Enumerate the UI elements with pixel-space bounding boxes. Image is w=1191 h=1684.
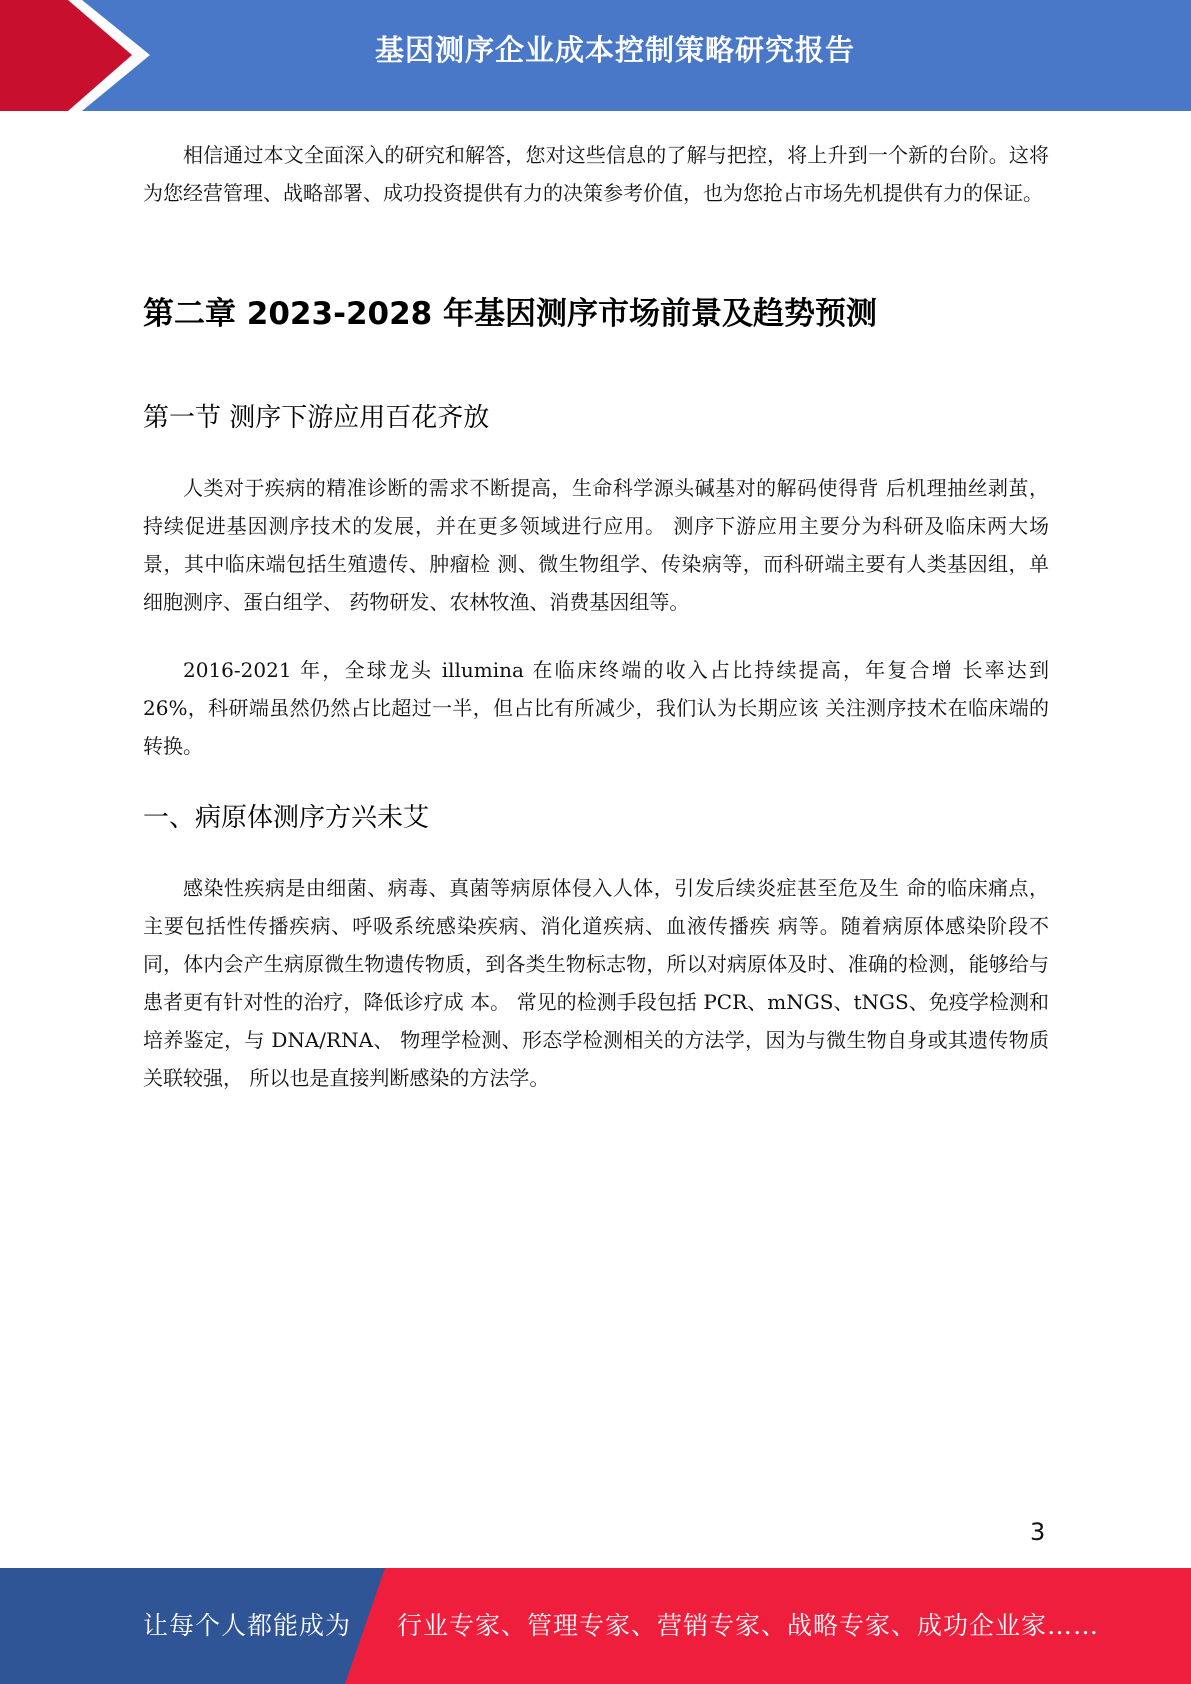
- page-number: 3: [1030, 1518, 1046, 1546]
- footer-slogan-right: 行业专家、管理专家、营销专家、战略专家、成功企业家……: [397, 1611, 1100, 1640]
- page-header: [0, 0, 1191, 111]
- subsection-title: 一、病原体测序方兴未艾: [143, 803, 430, 833]
- chapter-title: 第二章 2023-2028 年基因测序市场前景及趋势预测: [143, 296, 878, 332]
- footer-slogan-left: 让每个人都能成为: [143, 1611, 352, 1640]
- subsection-paragraph: 感染性疾病是由细菌、病毒、真菌等病原体侵入人体，引发后续炎症甚至危及生 命的临床痛点，主要包括性传播疾病、呼吸系统感染疾病、消化道疾病、血液传播疾 病等。随着病原体感染阶段不同，体内会产生病原微生物遗传物质，到各类生物标志物，所以对病原体及时、准确的检测，能够给与患者更有针对性的治疗，降低诊疗成 本。 常见的检测手段包括 PCR、mNGS、tNGS、免疫学检测和培养鉴定，与 DNA/RNA、 物理学检测、形态学检测相关的方法学，因为与微生物自身或其遗传物质关联较强， 所以也是直接判断感染的方法学。: [143, 876, 1049, 1090]
- report-title: 基因测序企业成本控制策略研究报告: [374, 33, 855, 67]
- page-footer: [0, 1568, 1191, 1684]
- subsection-paragraph-block: [143, 869, 1049, 1097]
- section-paragraph-1: 人类对于疾病的精准诊断的需求不断提高，生命科学源头碱基对的解码使得背 后机理抽丝剥茧，持续促进基因测序技术的发展，并在更多领域进行应用。 测序下游应用主要分为科研及临床两大场景，其中临床端包括生殖遗传、肿瘤检 测、微生物组学、传染病等，而科研端主要有人类基因组，单细胞测序、蛋白组学、 药物研发、农林牧渔、消费基因组等。: [143, 476, 1049, 614]
- intro-block: [143, 136, 1049, 212]
- section-paragraph-2: 2016-2021 年，全球龙头 illumina 在临床终端的收入占比持续提高，年复合增 长率达到 26%，科研端虽然仍然占比超过一半，但占比有所减少，我们认为长期应该 关注测序技术在临床端的转换。: [143, 658, 1049, 758]
- section-paragraph-2-block: [143, 651, 1049, 765]
- intro-paragraph: 相信通过本文全面深入的研究和解答，您对这些信息的了解与把控，将上升到一个新的台阶。这将为您经营管理、战略部署、成功投资提供有力的决策参考价值，也为您抢占市场先机提供有力的保证。: [143, 143, 1049, 205]
- section-paragraph-1-block: [143, 469, 1049, 621]
- section-title: 第一节 测序下游应用百花齐放: [143, 403, 490, 433]
